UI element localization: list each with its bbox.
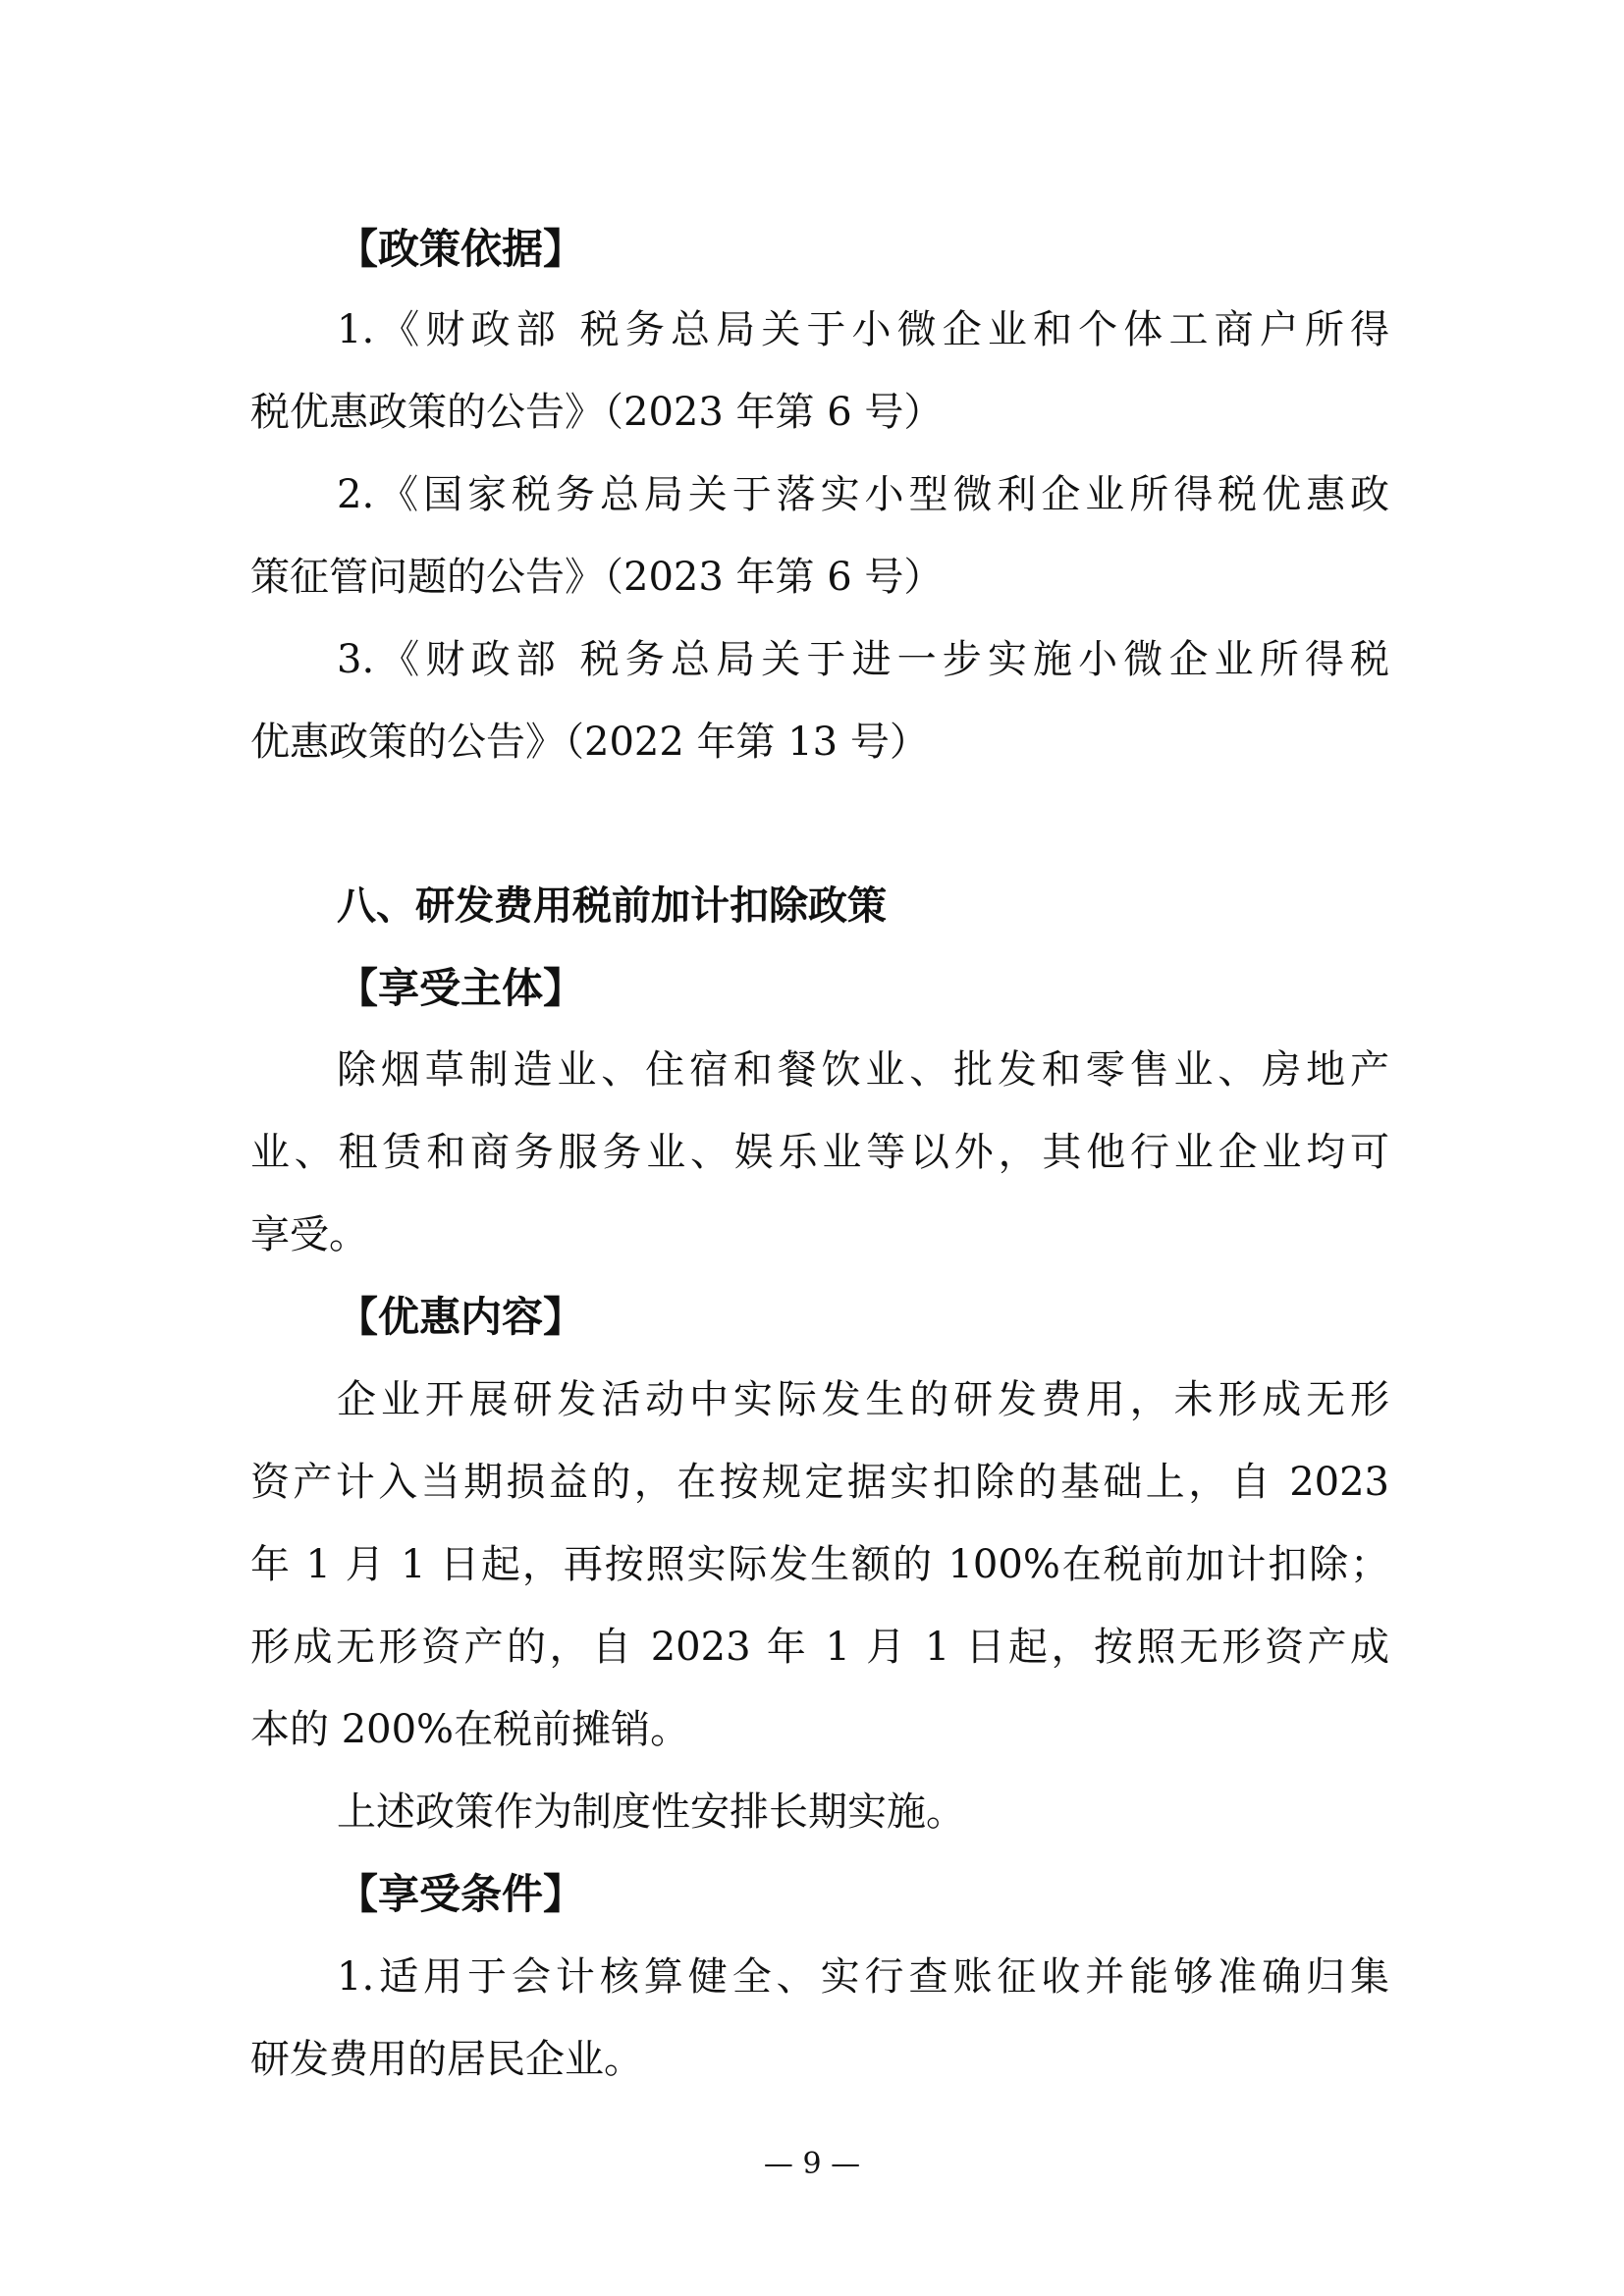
policy-basis-item-3-line-1: 3.《财政部 税务总局关于进一步实施小微企业所得税	[337, 637, 1389, 682]
policy-basis-item-2-line-1: 2.《国家税务总局关于落实小型微利企业所得税优惠政	[337, 472, 1389, 517]
policy-basis-item-2-line-2: 策征管问题的公告》（2023 年第 6 号）	[250, 555, 944, 600]
benefit-line-5: 本的 200%在税前摊销。	[250, 1707, 690, 1752]
policy-basis-item-1-line-1: 1.《财政部 税务总局关于小微企业和个体工商户所得	[337, 307, 1389, 352]
beneficiary-line-1: 除烟草制造业、住宿和餐饮业、批发和零售业、房地产	[337, 1047, 1389, 1093]
conditions-line-2: 研发费用的居民企业。	[250, 2037, 643, 2082]
beneficiary-heading: 【享受主体】	[337, 964, 585, 1012]
conditions-heading: 【享受条件】	[337, 1870, 585, 1918]
policy-basis-item-1-line-2: 税优惠政策的公告》（2023 年第 6 号）	[250, 390, 944, 435]
benefit-line-4: 形成无形资产的，自 2023 年 1 月 1 日起，按照无形资产成	[250, 1625, 1389, 1670]
page-number: — 9 —	[763, 2147, 861, 2181]
section-title: 八、研发费用税前加计扣除政策	[337, 883, 887, 929]
policy-basis-heading: 【政策依据】	[337, 225, 585, 273]
benefit-heading: 【优惠内容】	[337, 1293, 585, 1341]
benefit-line-1: 企业开展研发活动中实际发生的研发费用，未形成无形	[337, 1377, 1389, 1422]
policy-basis-item-3-line-2: 优惠政策的公告》（2022 年第 13 号）	[250, 720, 929, 765]
benefit-line-3: 年 1 月 1 日起，再按照实际发生额的 100%在税前加计扣除；	[250, 1542, 1389, 1587]
beneficiary-line-3: 享受。	[250, 1212, 368, 1257]
benefit-note: 上述政策作为制度性安排长期实施。	[337, 1789, 965, 1835]
beneficiary-line-2: 业、租赁和商务服务业、娱乐业等以外，其他行业企业均可	[250, 1130, 1389, 1175]
conditions-line-1: 1.适用于会计核算健全、实行查账征收并能够准确归集	[337, 1954, 1389, 2000]
benefit-line-2: 资产计入当期损益的，在按规定据实扣除的基础上，自 2023	[250, 1460, 1389, 1505]
